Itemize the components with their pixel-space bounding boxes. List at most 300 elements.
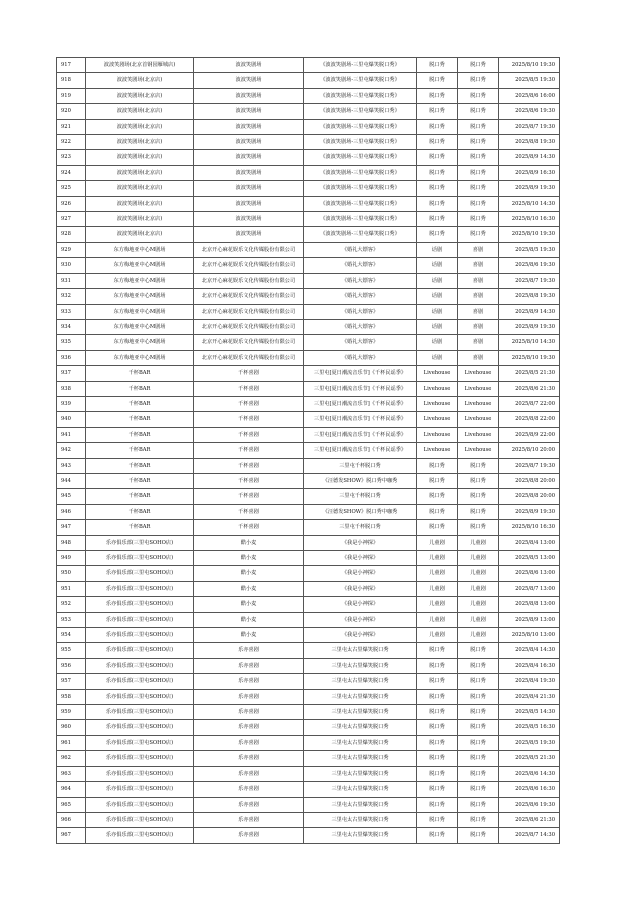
genre-cell: 脱口秀	[458, 643, 499, 658]
category-cell: 话剧	[417, 319, 458, 334]
venue-cell: 千杯BAR	[86, 520, 194, 535]
table-row	[57, 628, 560, 643]
venue-cell: 乐亦俱乐部(三里屯SOHO店)	[86, 689, 194, 704]
genre-cell: 脱口秀	[458, 458, 499, 473]
show-title-cell: 三里屯[夏日潮流音乐节]《千杯民谣季》	[304, 412, 417, 427]
organizer-cell: 波波笑剧场	[194, 165, 304, 180]
organizer-cell: 乐亦喜剧	[194, 782, 304, 797]
venue-cell: 波波笑剧场(北京店)	[86, 88, 194, 103]
show-title-cell: 三里屯千杯脱口秀	[304, 489, 417, 504]
table-row	[57, 335, 560, 350]
genre-cell: 儿童剧	[458, 581, 499, 596]
organizer-cell: 酷小麦	[194, 566, 304, 581]
organizer-cell: 酷小麦	[194, 581, 304, 596]
genre-cell: 喜剧	[458, 258, 499, 273]
genre-cell: Livehouse	[458, 412, 499, 427]
genre-cell: 脱口秀	[458, 720, 499, 735]
show-time-cell: 2025/8/5 21:30	[499, 751, 560, 766]
organizer-cell: 千杯喜剧	[194, 443, 304, 458]
venue-cell: 东方梅地亚中心M剧场	[86, 335, 194, 350]
row-number: 920	[57, 104, 86, 119]
organizer-cell: 北京开心麻花娱乐文化传媒股份有限公司	[194, 289, 304, 304]
table-row	[57, 135, 560, 150]
organizer-cell: 酷小麦	[194, 612, 304, 627]
table-row	[57, 597, 560, 612]
venue-cell: 东方梅地亚中心M剧场	[86, 319, 194, 334]
show-time-cell: 2025/8/4 13:00	[499, 535, 560, 550]
genre-cell: 脱口秀	[458, 735, 499, 750]
venue-cell: 乐亦俱乐部(三里屯SOHO店)	[86, 628, 194, 643]
row-number: 950	[57, 566, 86, 581]
genre-cell: 儿童剧	[458, 566, 499, 581]
show-time-cell: 2025/8/7 19:30	[499, 273, 560, 288]
category-cell: 儿童剧	[417, 581, 458, 596]
table-row	[57, 73, 560, 88]
category-cell: 脱口秀	[417, 135, 458, 150]
genre-cell: 脱口秀	[458, 135, 499, 150]
genre-cell: 脱口秀	[458, 504, 499, 519]
show-title-cell: 三里屯[夏日潮流音乐节]《千杯民谣季》	[304, 443, 417, 458]
row-number: 922	[57, 135, 86, 150]
venue-cell: 乐亦俱乐部(三里屯SOHO店)	[86, 828, 194, 843]
table-row	[57, 319, 560, 334]
table-row	[57, 520, 560, 535]
venue-cell: 东方梅地亚中心M剧场	[86, 350, 194, 365]
show-time-cell: 2025/8/7 14:30	[499, 828, 560, 843]
genre-cell: 脱口秀	[458, 828, 499, 843]
genre-cell: 脱口秀	[458, 181, 499, 196]
show-time-cell: 2025/8/10 14:30	[499, 196, 560, 211]
table-row	[57, 443, 560, 458]
show-time-cell: 2025/8/10 16:30	[499, 212, 560, 227]
row-number: 937	[57, 366, 86, 381]
organizer-cell: 酷小麦	[194, 628, 304, 643]
show-title-cell: 《婚礼大镖客》	[304, 350, 417, 365]
genre-cell: 脱口秀	[458, 766, 499, 781]
row-number: 935	[57, 335, 86, 350]
table-row	[57, 535, 560, 550]
category-cell: 话剧	[417, 242, 458, 257]
category-cell: 脱口秀	[417, 689, 458, 704]
show-time-cell: 2025/8/8 20:00	[499, 489, 560, 504]
organizer-cell: 波波笑剧场	[194, 119, 304, 134]
organizer-cell: 乐亦喜剧	[194, 735, 304, 750]
show-time-cell: 2025/8/9 19:30	[499, 181, 560, 196]
row-number: 934	[57, 319, 86, 334]
category-cell: 脱口秀	[417, 658, 458, 673]
table-row	[57, 366, 560, 381]
show-time-cell: 2025/8/8 20:00	[499, 473, 560, 488]
show-title-cell: 《波波笑剧场-三里屯爆笑脱口秀》	[304, 181, 417, 196]
venue-cell: 波波笑剧场(北京店)	[86, 212, 194, 227]
show-time-cell: 2025/8/6 16:00	[499, 88, 560, 103]
table-row	[57, 396, 560, 411]
category-cell: 脱口秀	[417, 165, 458, 180]
genre-cell: 脱口秀	[458, 58, 499, 73]
show-time-cell: 2025/8/5 13:00	[499, 551, 560, 566]
organizer-cell: 北京开心麻花娱乐文化传媒股份有限公司	[194, 242, 304, 257]
show-title-cell: 《波波笑剧场-三里屯爆笑脱口秀》	[304, 104, 417, 119]
organizer-cell: 北京开心麻花娱乐文化传媒股份有限公司	[194, 335, 304, 350]
row-number: 947	[57, 520, 86, 535]
show-title-cell: 《波波笑剧场-三里屯爆笑脱口秀》	[304, 150, 417, 165]
table-row	[57, 489, 560, 504]
show-title-cell: 《婚礼大镖客》	[304, 335, 417, 350]
show-title-cell: 三里屯太古里爆笑脱口秀	[304, 797, 417, 812]
genre-cell: 脱口秀	[458, 119, 499, 134]
row-number: 951	[57, 581, 86, 596]
row-number: 924	[57, 165, 86, 180]
show-time-cell: 2025/8/9 14:30	[499, 304, 560, 319]
genre-cell: 脱口秀	[458, 489, 499, 504]
genre-cell: 脱口秀	[458, 165, 499, 180]
venue-cell: 波波笑剧场(北京店)	[86, 181, 194, 196]
category-cell: 话剧	[417, 258, 458, 273]
genre-cell: 喜剧	[458, 350, 499, 365]
category-cell: 脱口秀	[417, 812, 458, 827]
row-number: 936	[57, 350, 86, 365]
table-row	[57, 58, 560, 73]
row-number: 948	[57, 535, 86, 550]
row-number: 929	[57, 242, 86, 257]
row-number: 962	[57, 751, 86, 766]
genre-cell: 儿童剧	[458, 597, 499, 612]
organizer-cell: 波波笑剧场	[194, 88, 304, 103]
row-number: 938	[57, 381, 86, 396]
show-title-cell: 《波波笑剧场-三里屯爆笑脱口秀》	[304, 88, 417, 103]
genre-cell: 脱口秀	[458, 812, 499, 827]
table-row	[57, 504, 560, 519]
venue-cell: 波波笑剧场(北京店)	[86, 104, 194, 119]
organizer-cell: 波波笑剧场	[194, 227, 304, 242]
venue-cell: 千杯BAR	[86, 473, 194, 488]
genre-cell: 脱口秀	[458, 88, 499, 103]
row-number: 945	[57, 489, 86, 504]
show-title-cell: 三里屯[夏日潮流音乐节]《千杯民谣季》	[304, 396, 417, 411]
genre-cell: Livehouse	[458, 396, 499, 411]
show-title-cell: 《婚礼大镖客》	[304, 304, 417, 319]
genre-cell: 脱口秀	[458, 751, 499, 766]
venue-cell: 波波笑剧场(北京店)	[86, 150, 194, 165]
category-cell: 脱口秀	[417, 58, 458, 73]
show-time-cell: 2025/8/10 19:30	[499, 227, 560, 242]
table-row	[57, 88, 560, 103]
venue-cell: 乐亦俱乐部(三里屯SOHO店)	[86, 535, 194, 550]
show-time-cell: 2025/8/5 21:30	[499, 366, 560, 381]
venue-cell: 乐亦俱乐部(三里屯SOHO店)	[86, 597, 194, 612]
row-number: 943	[57, 458, 86, 473]
genre-cell: 喜剧	[458, 335, 499, 350]
show-time-cell: 2025/8/4 14:30	[499, 643, 560, 658]
show-time-cell: 2025/8/6 21:30	[499, 381, 560, 396]
show-time-cell: 2025/8/5 19:30	[499, 242, 560, 257]
table-row	[57, 551, 560, 566]
venue-cell: 乐亦俱乐部(三里屯SOHO店)	[86, 782, 194, 797]
show-title-cell: 《汪德发SHOW》脱口秀中咖秀	[304, 504, 417, 519]
show-time-cell: 2025/8/9 19:30	[499, 504, 560, 519]
table-row	[57, 258, 560, 273]
venue-cell: 东方梅地亚中心M剧场	[86, 289, 194, 304]
show-time-cell: 2025/8/10 19:30	[499, 350, 560, 365]
genre-cell: 儿童剧	[458, 551, 499, 566]
show-title-cell: 三里屯千杯脱口秀	[304, 520, 417, 535]
venue-cell: 千杯BAR	[86, 396, 194, 411]
category-cell: Livehouse	[417, 381, 458, 396]
organizer-cell: 北京开心麻花娱乐文化传媒股份有限公司	[194, 258, 304, 273]
organizer-cell: 乐亦喜剧	[194, 766, 304, 781]
table-row	[57, 289, 560, 304]
organizer-cell: 千杯喜剧	[194, 412, 304, 427]
genre-cell: 脱口秀	[458, 212, 499, 227]
show-time-cell: 2025/8/9 13:00	[499, 612, 560, 627]
category-cell: 脱口秀	[417, 88, 458, 103]
genre-cell: 脱口秀	[458, 104, 499, 119]
show-title-cell: 三里屯太古里爆笑脱口秀	[304, 689, 417, 704]
show-time-cell: 2025/8/9 22:00	[499, 427, 560, 442]
organizer-cell: 千杯喜剧	[194, 427, 304, 442]
organizer-cell: 酷小麦	[194, 535, 304, 550]
table-row	[57, 119, 560, 134]
show-time-cell: 2025/8/6 16:30	[499, 782, 560, 797]
show-title-cell: 三里屯太古里爆笑脱口秀	[304, 658, 417, 673]
row-number: 959	[57, 705, 86, 720]
table-row	[57, 812, 560, 827]
show-title-cell: 《我是小神探》	[304, 581, 417, 596]
table-row	[57, 181, 560, 196]
organizer-cell: 千杯喜剧	[194, 381, 304, 396]
row-number: 933	[57, 304, 86, 319]
table-row	[57, 212, 560, 227]
category-cell: 脱口秀	[417, 73, 458, 88]
table-row	[57, 751, 560, 766]
row-number: 954	[57, 628, 86, 643]
row-number: 927	[57, 212, 86, 227]
table-row	[57, 766, 560, 781]
row-number: 953	[57, 612, 86, 627]
organizer-cell: 波波笑剧场	[194, 212, 304, 227]
table-row	[57, 782, 560, 797]
category-cell: 话剧	[417, 273, 458, 288]
show-time-cell: 2025/8/10 16:30	[499, 520, 560, 535]
table-row	[57, 705, 560, 720]
genre-cell: 脱口秀	[458, 782, 499, 797]
organizer-cell: 乐亦喜剧	[194, 797, 304, 812]
category-cell: 脱口秀	[417, 643, 458, 658]
table-row	[57, 412, 560, 427]
organizer-cell: 北京开心麻花娱乐文化传媒股份有限公司	[194, 273, 304, 288]
organizer-cell: 波波笑剧场	[194, 135, 304, 150]
show-time-cell: 2025/8/9 14:30	[499, 150, 560, 165]
category-cell: 儿童剧	[417, 566, 458, 581]
show-title-cell: 《我是小神探》	[304, 566, 417, 581]
venue-cell: 波波笑剧场(北京店)	[86, 196, 194, 211]
table-row	[57, 674, 560, 689]
category-cell: Livehouse	[417, 443, 458, 458]
organizer-cell: 千杯喜剧	[194, 504, 304, 519]
category-cell: 脱口秀	[417, 674, 458, 689]
show-title-cell: 三里屯[夏日潮流音乐节]《千杯民谣季》	[304, 427, 417, 442]
table-row	[57, 304, 560, 319]
table-row	[57, 242, 560, 257]
category-cell: 脱口秀	[417, 828, 458, 843]
show-title-cell: 《我是小神探》	[304, 551, 417, 566]
row-number: 949	[57, 551, 86, 566]
show-title-cell: 三里屯千杯脱口秀	[304, 458, 417, 473]
genre-cell: 儿童剧	[458, 612, 499, 627]
row-number: 942	[57, 443, 86, 458]
organizer-cell: 酷小麦	[194, 551, 304, 566]
row-number: 931	[57, 273, 86, 288]
show-title-cell: 《波波笑剧场-三里屯爆笑脱口秀》	[304, 196, 417, 211]
row-number: 917	[57, 58, 86, 73]
venue-cell: 千杯BAR	[86, 458, 194, 473]
venue-cell: 乐亦俱乐部(三里屯SOHO店)	[86, 751, 194, 766]
show-title-cell: 三里屯太古里爆笑脱口秀	[304, 766, 417, 781]
category-cell: 脱口秀	[417, 196, 458, 211]
row-number: 926	[57, 196, 86, 211]
show-title-cell: 三里屯太古里爆笑脱口秀	[304, 674, 417, 689]
row-number: 939	[57, 396, 86, 411]
show-time-cell: 2025/8/7 19:30	[499, 458, 560, 473]
venue-cell: 乐亦俱乐部(三里屯SOHO店)	[86, 566, 194, 581]
organizer-cell: 乐亦喜剧	[194, 689, 304, 704]
show-title-cell: 三里屯太古里爆笑脱口秀	[304, 720, 417, 735]
row-number: 928	[57, 227, 86, 242]
organizer-cell: 乐亦喜剧	[194, 643, 304, 658]
venue-cell: 乐亦俱乐部(三里屯SOHO店)	[86, 720, 194, 735]
venue-cell: 波波笑剧场(北京店)	[86, 165, 194, 180]
show-time-cell: 2025/8/4 19:30	[499, 674, 560, 689]
show-time-cell: 2025/8/9 16:30	[499, 165, 560, 180]
genre-cell: 脱口秀	[458, 473, 499, 488]
organizer-cell: 波波笑剧场	[194, 73, 304, 88]
genre-cell: Livehouse	[458, 427, 499, 442]
row-number: 958	[57, 689, 86, 704]
show-time-cell: 2025/8/8 19:30	[499, 135, 560, 150]
category-cell: 脱口秀	[417, 212, 458, 227]
show-time-cell: 2025/8/5 19:30	[499, 73, 560, 88]
venue-cell: 波波笑剧场(北京店)	[86, 135, 194, 150]
venue-cell: 千杯BAR	[86, 443, 194, 458]
venue-cell: 千杯BAR	[86, 489, 194, 504]
genre-cell: 脱口秀	[458, 674, 499, 689]
show-title-cell: 《婚礼大镖客》	[304, 258, 417, 273]
organizer-cell: 千杯喜剧	[194, 489, 304, 504]
show-time-cell: 2025/8/4 16:30	[499, 658, 560, 673]
genre-cell: 脱口秀	[458, 227, 499, 242]
organizer-cell: 千杯喜剧	[194, 396, 304, 411]
row-number: 925	[57, 181, 86, 196]
organizer-cell: 乐亦喜剧	[194, 812, 304, 827]
show-title-cell: 《波波笑剧场-三里屯爆笑脱口秀》	[304, 119, 417, 134]
row-number: 946	[57, 504, 86, 519]
show-time-cell: 2025/8/8 13:00	[499, 597, 560, 612]
organizer-cell: 波波笑剧场	[194, 104, 304, 119]
category-cell: 脱口秀	[417, 751, 458, 766]
venue-cell: 波波笑剧场(北京店)	[86, 73, 194, 88]
row-number: 941	[57, 427, 86, 442]
row-number: 955	[57, 643, 86, 658]
table-row	[57, 581, 560, 596]
table-row	[57, 720, 560, 735]
category-cell: 话剧	[417, 350, 458, 365]
show-title-cell: 《我是小神探》	[304, 535, 417, 550]
show-time-cell: 2025/8/8 19:30	[499, 289, 560, 304]
table-row	[57, 150, 560, 165]
show-title-cell: 《婚礼大镖客》	[304, 273, 417, 288]
row-number: 964	[57, 782, 86, 797]
show-title-cell: 《汪德发SHOW》脱口秀中咖秀	[304, 473, 417, 488]
venue-cell: 千杯BAR	[86, 427, 194, 442]
row-number: 930	[57, 258, 86, 273]
table-row	[57, 273, 560, 288]
organizer-cell: 波波笑剧场	[194, 196, 304, 211]
schedule-table	[56, 57, 560, 844]
show-title-cell: 《波波笑剧场-三里屯爆笑脱口秀》	[304, 212, 417, 227]
genre-cell: 脱口秀	[458, 689, 499, 704]
venue-cell: 波波笑剧场(北京店)	[86, 227, 194, 242]
category-cell: 儿童剧	[417, 628, 458, 643]
row-number: 966	[57, 812, 86, 827]
venue-cell: 乐亦俱乐部(三里屯SOHO店)	[86, 674, 194, 689]
category-cell: 儿童剧	[417, 612, 458, 627]
organizer-cell: 乐亦喜剧	[194, 751, 304, 766]
organizer-cell: 千杯喜剧	[194, 366, 304, 381]
category-cell: 脱口秀	[417, 766, 458, 781]
genre-cell: 脱口秀	[458, 196, 499, 211]
show-time-cell: 2025/8/6 21:30	[499, 812, 560, 827]
category-cell: Livehouse	[417, 366, 458, 381]
show-time-cell: 2025/8/6 14:30	[499, 766, 560, 781]
category-cell: 脱口秀	[417, 520, 458, 535]
venue-cell: 乐亦俱乐部(三里屯SOHO店)	[86, 643, 194, 658]
table-row	[57, 643, 560, 658]
show-time-cell: 2025/8/6 19:30	[499, 104, 560, 119]
table-row	[57, 458, 560, 473]
show-time-cell: 2025/8/10 13:00	[499, 628, 560, 643]
show-title-cell: 《我是小神探》	[304, 628, 417, 643]
category-cell: 脱口秀	[417, 504, 458, 519]
table-row	[57, 797, 560, 812]
show-time-cell: 2025/8/7 13:00	[499, 581, 560, 596]
table-row	[57, 689, 560, 704]
venue-cell: 乐亦俱乐部(三里屯SOHO店)	[86, 766, 194, 781]
show-time-cell: 2025/8/7 19:30	[499, 119, 560, 134]
table-row	[57, 165, 560, 180]
row-number: 963	[57, 766, 86, 781]
genre-cell: 脱口秀	[458, 150, 499, 165]
organizer-cell: 北京开心麻花娱乐文化传媒股份有限公司	[194, 304, 304, 319]
category-cell: 话剧	[417, 335, 458, 350]
category-cell: 脱口秀	[417, 797, 458, 812]
venue-cell: 东方梅地亚中心M剧场	[86, 273, 194, 288]
genre-cell: 儿童剧	[458, 628, 499, 643]
row-number: 918	[57, 73, 86, 88]
row-number: 940	[57, 412, 86, 427]
venue-cell: 乐亦俱乐部(三里屯SOHO店)	[86, 581, 194, 596]
category-cell: 脱口秀	[417, 181, 458, 196]
show-time-cell: 2025/8/9 19:30	[499, 319, 560, 334]
show-time-cell: 2025/8/5 19:30	[499, 735, 560, 750]
table-row	[57, 104, 560, 119]
table-row	[57, 381, 560, 396]
genre-cell: 喜剧	[458, 319, 499, 334]
row-number: 923	[57, 150, 86, 165]
genre-cell: 喜剧	[458, 273, 499, 288]
show-time-cell: 2025/8/6 19:30	[499, 258, 560, 273]
show-time-cell: 2025/8/5 14:30	[499, 705, 560, 720]
row-number: 921	[57, 119, 86, 134]
